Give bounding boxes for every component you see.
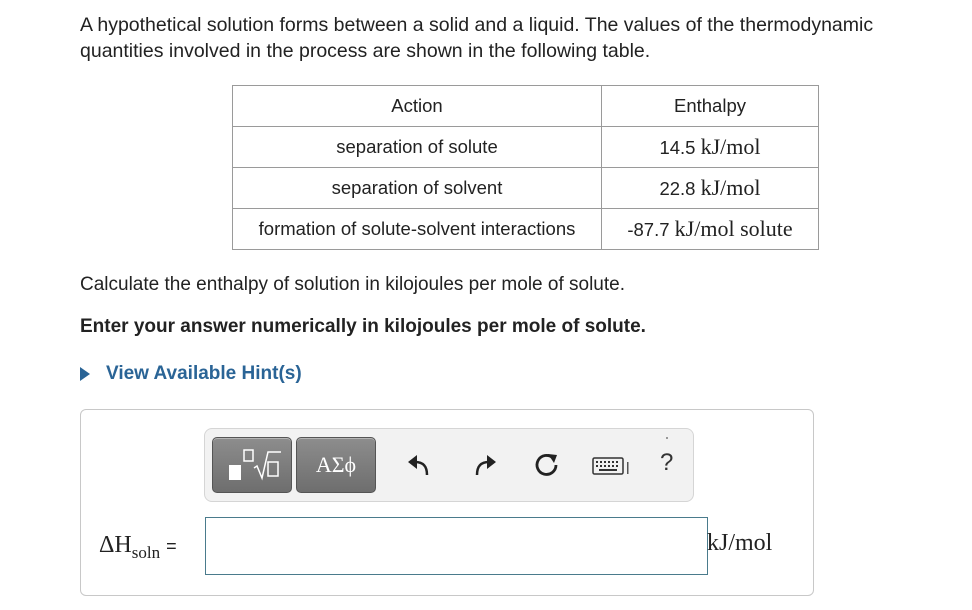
enthalpy-unit: kJ/mol <box>700 175 761 200</box>
row-enthalpy <box>602 168 819 209</box>
question-text: Calculate the enthalpy of solution in kilojoules per mole of solute. <box>80 274 625 295</box>
table-row <box>233 209 819 250</box>
toolbar-dot <box>666 437 668 439</box>
header-action: Action <box>233 86 602 127</box>
equals-sign: = <box>166 536 177 556</box>
templates-icon <box>213 438 291 492</box>
answer-unit: kJ/mol <box>707 530 773 556</box>
view-hints-link[interactable] <box>80 363 302 385</box>
row-action: separation of solute <box>233 127 602 168</box>
answer-input[interactable] <box>205 517 708 575</box>
enthalpy-value: -87.7 <box>627 219 670 240</box>
caret-right-icon <box>80 367 90 381</box>
soln-subscript: soln <box>131 542 161 562</box>
math-toolbar <box>204 428 694 502</box>
enthalpy-unit: kJ/mol solute <box>674 216 793 241</box>
enthalpy-value: 22.8 <box>659 178 696 199</box>
row-enthalpy <box>602 127 819 168</box>
greek-icon: ΑΣϕ <box>315 452 357 477</box>
table-row <box>233 168 819 209</box>
header-enthalpy: Enthalpy <box>602 86 819 127</box>
keyboard-icon[interactable] <box>591 451 631 479</box>
delta-h-symbol: ΔH <box>99 532 132 558</box>
enthalpy-unit: kJ/mol <box>700 134 761 159</box>
table-row <box>233 127 819 168</box>
table-header-row <box>233 86 819 127</box>
row-enthalpy <box>602 209 819 250</box>
redo-icon[interactable] <box>471 451 499 479</box>
greek-symbols-button[interactable] <box>296 437 376 493</box>
hint-link-label: View Available Hint(s) <box>106 363 302 384</box>
reset-icon[interactable] <box>533 451 561 479</box>
row-action: formation of solute-solvent interactions <box>233 209 602 250</box>
row-action: separation of solvent <box>233 168 602 209</box>
templates-button[interactable] <box>212 437 292 493</box>
answer-panel <box>80 409 814 596</box>
answer-label <box>99 532 177 563</box>
problem-intro: A hypothetical solution forms between a solid and a liquid. The values of the thermodynamic quantities involved in the process are shown in the following table. <box>80 14 874 62</box>
help-icon[interactable]: ? <box>660 449 674 476</box>
thermo-table <box>232 85 819 250</box>
enthalpy-value: 14.5 <box>659 137 696 158</box>
undo-icon[interactable] <box>405 451 433 479</box>
instruction-text: Enter your answer numerically in kilojoules per mole of solute. <box>80 316 646 337</box>
